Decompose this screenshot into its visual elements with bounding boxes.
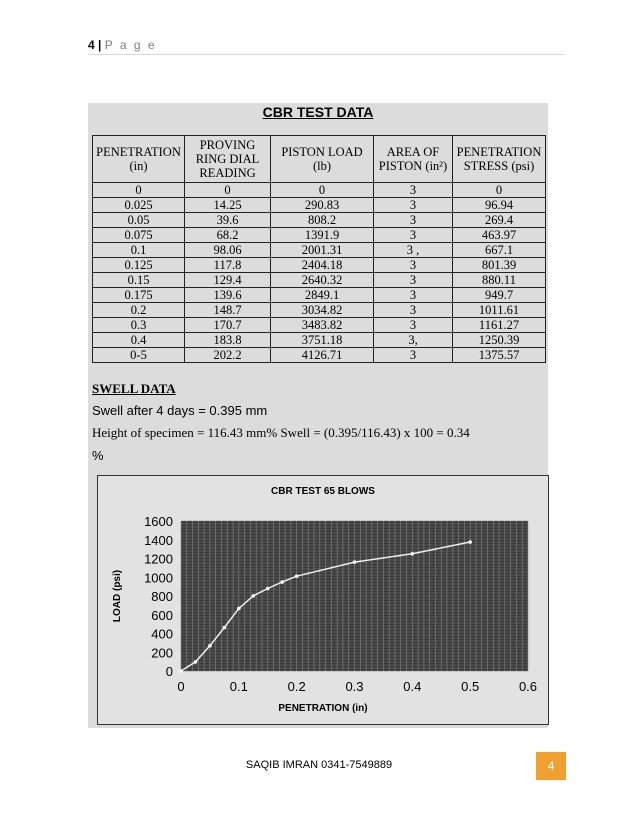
footer-page-box: 4 [536, 752, 566, 780]
chart-title: CBR TEST 65 BLOWS [271, 486, 375, 497]
x-axis-label: PENETRATION (in) [278, 703, 368, 714]
table-row [93, 213, 546, 228]
data-point [295, 574, 299, 578]
table-row [93, 273, 546, 288]
y-tick-label: 400 [151, 626, 173, 642]
table-cell: 0 [185, 183, 271, 198]
table-cell: 0.125 [93, 258, 185, 273]
table-cell: 183.8 [185, 333, 271, 348]
table-cell: 139.6 [185, 288, 271, 303]
table-cell: 3034.82 [271, 303, 374, 318]
data-point [179, 669, 183, 673]
x-tick-label: 0 [177, 679, 185, 694]
y-tick-label: 600 [151, 607, 173, 623]
table-row [93, 288, 546, 303]
table-row [93, 198, 546, 213]
table-row [93, 318, 546, 333]
table-cell: 0.075 [93, 228, 185, 243]
table-cell: 3751.18 [271, 333, 374, 348]
footer-text: SAQIB IMRAN 0341-7549889 [245, 759, 393, 771]
header-separator: | [98, 38, 102, 52]
table-cell: 949.7 [453, 288, 546, 303]
column-header: PENETRATION STRESS (psi) [453, 136, 546, 183]
swell-line3: % [92, 448, 104, 463]
table-row [93, 243, 546, 258]
column-header: PENETRATION (in) [93, 136, 185, 183]
table-cell: 2849.1 [271, 288, 374, 303]
scanned-image [88, 103, 548, 728]
table-cell: 2001.31 [271, 243, 374, 258]
y-axis-label: LOAD (psi) [112, 569, 123, 623]
table-cell: 14.25 [185, 198, 271, 213]
table-cell: 1250.39 [453, 333, 546, 348]
data-point [194, 660, 198, 664]
table-cell: 3 [374, 288, 453, 303]
data-point [468, 540, 472, 544]
data-point [411, 552, 415, 556]
y-tick-label: 200 [151, 645, 173, 661]
table-cell: 0-5 [93, 348, 185, 363]
table-row [93, 228, 546, 243]
table-cell: 0.05 [93, 213, 185, 228]
table-cell: 3 [374, 258, 453, 273]
table-cell: 0.3 [93, 318, 185, 333]
swell-title: SWELL DATA [92, 381, 176, 396]
table-cell: 3 [374, 318, 453, 333]
header-page-number: 4 [88, 38, 95, 52]
y-tick-label: 1400 [144, 532, 173, 548]
table-cell: 170.7 [185, 318, 271, 333]
table-row [93, 348, 546, 363]
header-page-word: P a g e [104, 38, 157, 52]
swell-line2: Height of specimen = 116.43 mm% Swell = (0.395/116.43) x 100 = 0.34 [92, 425, 470, 440]
x-tick-label: 0.3 [345, 679, 364, 694]
table-cell: 1391.9 [271, 228, 374, 243]
column-header: AREA OF PISTON (in²) [374, 136, 453, 183]
table-cell: 148.7 [185, 303, 271, 318]
table-cell: 667.1 [453, 243, 546, 258]
y-tick-label: 1600 [144, 514, 173, 529]
data-point [237, 607, 241, 611]
table-row [93, 258, 546, 273]
x-tick-label: 0.1 [229, 679, 248, 694]
column-header: PISTON LOAD (lb) [271, 136, 374, 183]
table-row [93, 303, 546, 318]
data-point [251, 594, 255, 598]
table-cell: 202.2 [185, 348, 271, 363]
x-tick-label: 0.6 [518, 679, 538, 694]
table-cell: 3, [374, 333, 453, 348]
table-cell: 68.2 [185, 228, 271, 243]
table-cell: 2640.32 [271, 273, 374, 288]
y-tick-label: 1000 [144, 570, 173, 586]
table-cell: 3 [374, 348, 453, 363]
table-row [93, 333, 546, 348]
table-cell: 3 [374, 228, 453, 243]
y-tick-label: 800 [151, 589, 173, 604]
table-cell: 117.8 [185, 258, 271, 273]
table-cell: 1011.61 [453, 303, 546, 318]
header-divider [88, 54, 564, 55]
table-cell: 808.2 [271, 213, 374, 228]
cbr-table [92, 135, 546, 363]
table-cell: 0.1 [93, 243, 185, 258]
table-cell: 463.97 [453, 228, 546, 243]
y-tick-label: 0 [165, 664, 173, 679]
table-cell: 880.11 [453, 273, 546, 288]
table-cell: 98.06 [185, 243, 271, 258]
table-cell: 269.4 [453, 213, 546, 228]
table-cell: 3 [374, 303, 453, 318]
table-cell: 0.2 [93, 303, 185, 318]
table-cell: 3483.82 [271, 318, 374, 333]
column-header: PROVING RING DIAL READING [185, 136, 271, 183]
table-cell: 96.94 [453, 198, 546, 213]
table-cell: 1375.57 [453, 348, 546, 363]
table-cell: 3 [374, 213, 453, 228]
table-cell: 3 [374, 183, 453, 198]
table-row [93, 183, 546, 198]
data-point [266, 587, 270, 591]
cbr-chart [97, 475, 549, 725]
table-cell: 0 [93, 183, 185, 198]
table-cell: 0 [271, 183, 374, 198]
data-point [223, 626, 227, 630]
table-cell: 0.4 [93, 333, 185, 348]
table-cell: 39.6 [185, 213, 271, 228]
table-cell: 0.025 [93, 198, 185, 213]
table-cell: 4126.71 [271, 348, 374, 363]
table-cell: 3 , [374, 243, 453, 258]
table-cell: 0.15 [93, 273, 185, 288]
swell-line1: Swell after 4 days = 0.395 mm [92, 403, 268, 418]
data-point [280, 580, 284, 584]
table-cell: 3 [374, 198, 453, 213]
table-cell: 801.39 [453, 258, 546, 273]
data-point [353, 560, 357, 564]
y-tick-label: 1200 [144, 551, 173, 567]
data-point [208, 644, 212, 648]
table-cell: 2404.18 [271, 258, 374, 273]
x-tick-label: 0.5 [461, 679, 480, 694]
page-header [88, 38, 157, 52]
x-tick-label: 0.4 [403, 679, 422, 694]
table-cell: 290.83 [271, 198, 374, 213]
table-cell: 0 [453, 183, 546, 198]
table-cell: 0.175 [93, 288, 185, 303]
table-cell: 3 [374, 273, 453, 288]
table-cell: 1161.27 [453, 318, 546, 333]
table-cell: 129.4 [185, 273, 271, 288]
x-tick-label: 0.2 [287, 679, 306, 694]
table-title: CBR TEST DATA [262, 104, 374, 120]
